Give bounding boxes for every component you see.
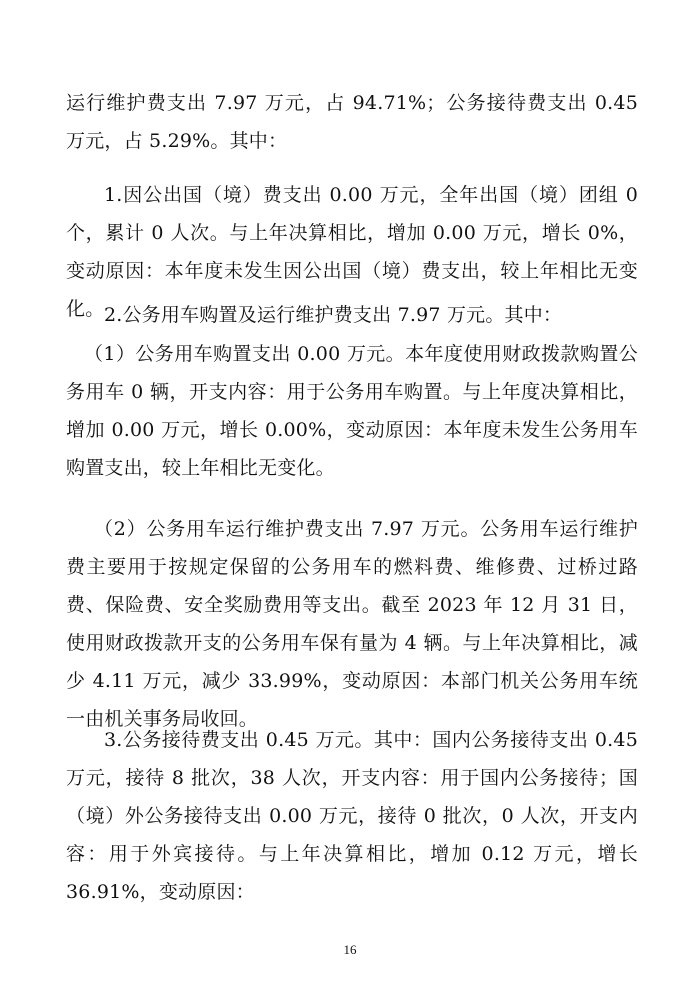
paragraph-vehicle-heading: 2.公务用车购置及运行维护费支出 7.97 万元。其中： [104,304,563,326]
paragraph-expense-summary: 运行维护费支出 7.97 万元，占 94.71%；公务接待费支出 0.45 万元，占 5.29%。其中： [66,92,638,152]
paragraph-vehicle-operation: （2）公务用车运行维护费支出 7.97 万元。公务用车运行维护费主要用于按规定保留的公务用车的燃料费、维修费、过桥过路费、保险费、安全奖励费用等支出。截至 2023 年 12 月 31 日，使用财政拨款开支的公务用车保有量为 4 辆。与上年决算相比，减少 4.11 万元，减少 33.99%，变动原因：本部门机关公务用车统一由机关事务局收回。 [66,518,638,730]
paragraph-vehicle-purchase: （1）公务用车购置支出 0.00 万元。本年度使用财政拨款购置公务用车 0 辆，开支内容：用于公务用车购置。与上年度决算相比，增加 0.00 万元，增长 0.00%，变动原因：本年度未发生公务用车购置支出，较上年相比无变化。 [66,343,638,479]
page-number: 16 [343,942,357,957]
paragraph-overseas-travel: 1.因公出国（境）费支出 0.00 万元，全年出国（境）团组 0 个，累计 0 人次。与上年决算相比，增加 0.00 万元，增长 0%，变动原因：本年度未发生因公出国（境）费支出，较上年相比无变化。 [66,184,638,320]
paragraph-reception: 3.公务接待费支出 0.45 万元。其中：国内公务接待支出 0.45 万元，接待 8 批次，38 人次，开支内容：用于国内公务接待；国（境）外公务接待支出 0.00 万元，接待 0 批次，0 人次，开支内容：用于外宾接待。与上年决算相比，增加 0.12 万元，增长 36.91%，变动原因： [66,729,638,903]
